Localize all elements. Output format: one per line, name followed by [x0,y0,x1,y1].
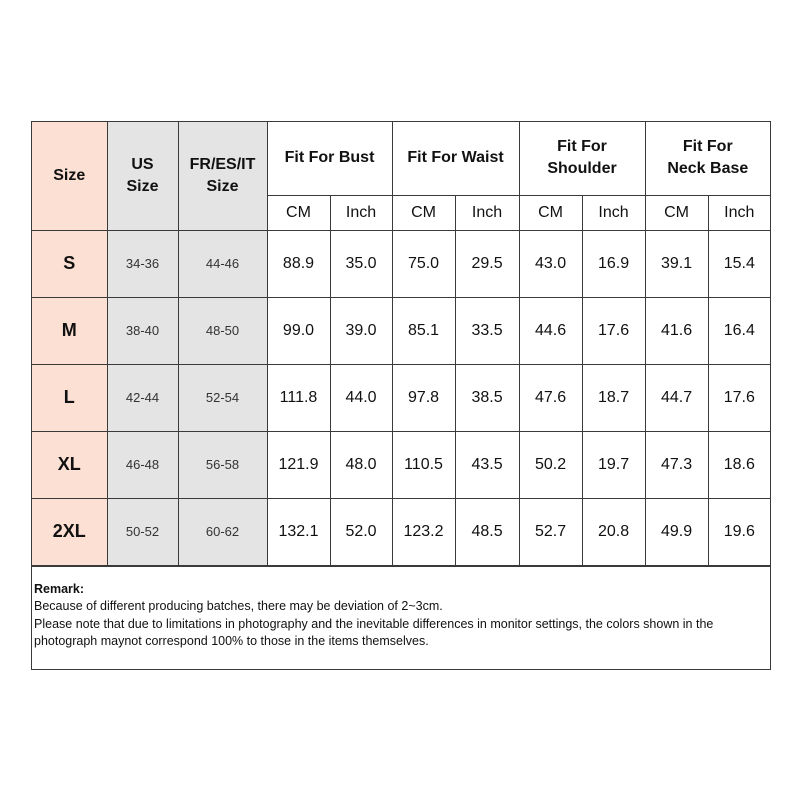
bust-cm-cell: 132.1 [267,498,330,565]
shoulder-cm-cell: 47.6 [519,364,582,431]
bust-inch-cell: 52.0 [330,498,392,565]
neck-inch-cell: 15.4 [708,230,770,297]
fr-size-cell: 56-58 [178,431,267,498]
size-chart [31,121,771,670]
neck-header-line1: Fit For [682,138,733,156]
bust-inch-cell: 44.0 [330,364,392,431]
size-table [32,122,770,566]
us-size-cell: 34-36 [107,230,178,297]
shoulder-header-line1: Fit For [557,138,607,156]
bust-inch-header: Inch [330,195,392,230]
us-size-header-line1: US [131,155,154,173]
neck-cm-cell: 41.6 [645,297,708,364]
shoulder-header [519,122,645,195]
us-size-header-line2: Size [126,177,159,195]
shoulder-cm-cell: 52.7 [519,498,582,565]
us-size-cell: 42-44 [107,364,178,431]
waist-header: Fit For Waist [392,122,519,195]
us-size-cell: 38-40 [107,297,178,364]
shoulder-cm-cell: 43.0 [519,230,582,297]
shoulder-inch-cell: 19.7 [582,431,645,498]
shoulder-inch-cell: 18.7 [582,364,645,431]
table-row [32,364,770,431]
fr-size-header-line1: FR/ES/IT [189,155,256,173]
waist-cm-cell: 85.1 [392,297,455,364]
fr-size-cell: 52-54 [178,364,267,431]
neck-cm-cell: 44.7 [645,364,708,431]
size-cell: XL [32,431,107,498]
waist-inch-cell: 43.5 [455,431,519,498]
bust-cm-cell: 88.9 [267,230,330,297]
bust-header: Fit For Bust [267,122,392,195]
shoulder-cm-cell: 50.2 [519,431,582,498]
waist-inch-cell: 38.5 [455,364,519,431]
bust-cm-cell: 121.9 [267,431,330,498]
fr-size-cell: 48-50 [178,297,267,364]
size-cell: L [32,364,107,431]
neck-header [645,122,770,195]
neck-header-line2: Neck Base [667,160,749,178]
neck-inch-header: Inch [708,195,770,230]
size-header: Size [32,122,107,230]
neck-inch-cell: 16.4 [708,297,770,364]
neck-inch-cell: 19.6 [708,498,770,565]
table-row [32,498,770,565]
remark-line-1: Because of different producing batches, there may be deviation of 2~3cm. [34,599,443,613]
shoulder-cm-cell: 44.6 [519,297,582,364]
fr-size-header-line2: Size [206,177,239,195]
bust-cm-cell: 111.8 [267,364,330,431]
neck-cm-header: CM [645,195,708,230]
neck-cm-cell: 49.9 [645,498,708,565]
waist-cm-cell: 75.0 [392,230,455,297]
neck-cm-cell: 39.1 [645,230,708,297]
size-cell: 2XL [32,498,107,565]
fr-size-cell: 60-62 [178,498,267,565]
remark-line-2: Please note that due to limitations in photography and the inevitable differences in monitor settings, the colors shown in the photograph maynot correspond 100% to those in the items themselves. [34,616,714,648]
fr-size-header [178,122,267,230]
us-size-cell: 50-52 [107,498,178,565]
bust-cm-header: CM [267,195,330,230]
remark-title: Remark: [34,581,85,596]
waist-cm-cell: 97.8 [392,364,455,431]
neck-inch-cell: 17.6 [708,364,770,431]
bust-cm-cell: 99.0 [267,297,330,364]
shoulder-inch-cell: 20.8 [582,498,645,565]
shoulder-inch-cell: 16.9 [582,230,645,297]
waist-inch-cell: 33.5 [455,297,519,364]
waist-inch-header: Inch [455,195,519,230]
shoulder-cm-header: CM [519,195,582,230]
table-row [32,297,770,364]
bust-inch-cell: 39.0 [330,297,392,364]
waist-inch-cell: 29.5 [455,230,519,297]
header-row [32,122,770,195]
waist-cm-cell: 110.5 [392,431,455,498]
bust-inch-cell: 48.0 [330,431,392,498]
table-row [32,431,770,498]
neck-cm-cell: 47.3 [645,431,708,498]
neck-inch-cell: 18.6 [708,431,770,498]
shoulder-header-line2: Shoulder [547,160,617,178]
waist-cm-header: CM [392,195,455,230]
table-row [32,230,770,297]
size-cell: S [32,230,107,297]
remark-section [32,566,770,669]
waist-inch-cell: 48.5 [455,498,519,565]
us-size-cell: 46-48 [107,431,178,498]
fr-size-cell: 44-46 [178,230,267,297]
bust-inch-cell: 35.0 [330,230,392,297]
shoulder-inch-cell: 17.6 [582,297,645,364]
shoulder-inch-header: Inch [582,195,645,230]
size-cell: M [32,297,107,364]
us-size-header [107,122,178,230]
waist-cm-cell: 123.2 [392,498,455,565]
